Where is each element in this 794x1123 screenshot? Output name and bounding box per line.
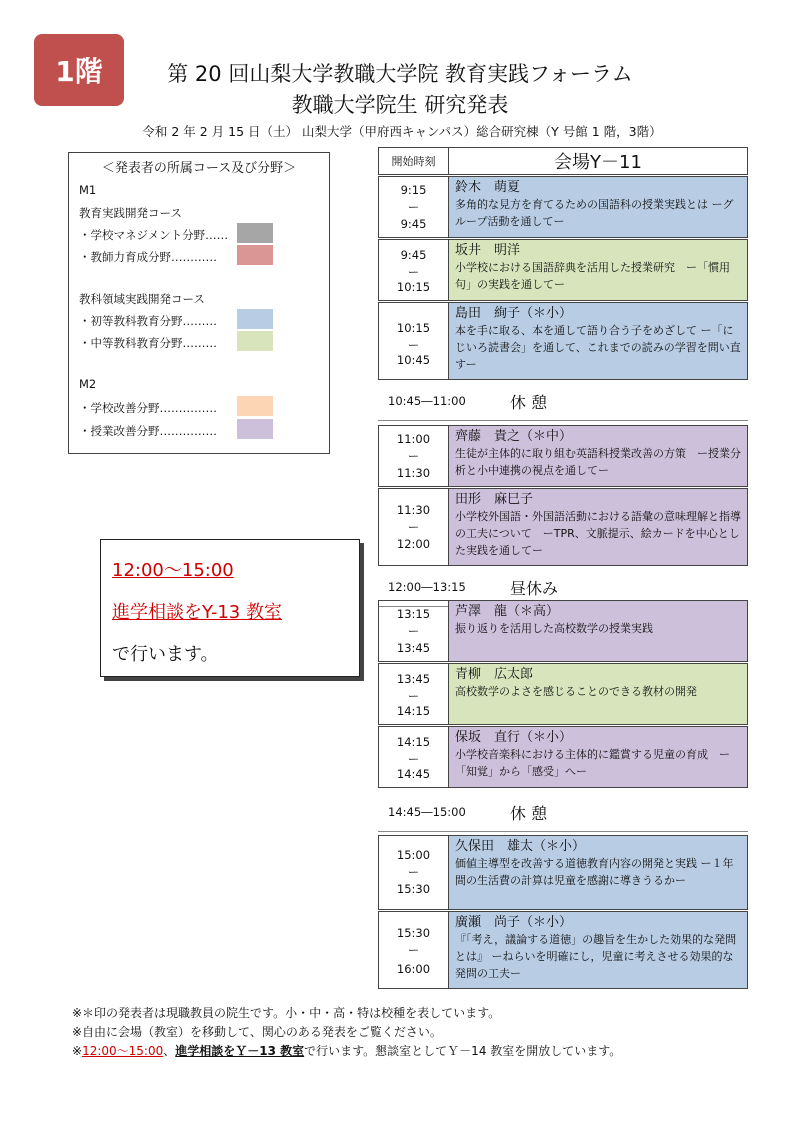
presenter-name: 鈴木 萌夏	[455, 180, 521, 195]
legend-title: ＜発表者の所属コース及び分野＞	[101, 161, 297, 176]
time-dash: ー	[407, 449, 420, 463]
consultation-time: 12:00～15:00	[112, 560, 234, 581]
swatch-teacher	[237, 245, 273, 265]
session-start: 11:30	[396, 503, 431, 517]
session-row	[378, 726, 748, 788]
time-dash: ー	[407, 689, 420, 703]
consultation-box	[100, 539, 360, 677]
break-time: 12:00―13:15	[388, 580, 466, 594]
session-row	[378, 488, 748, 566]
session-end: 10:15	[396, 280, 431, 294]
venue-name: 会場Y－11	[554, 152, 642, 173]
presenter-name: 島田 絢子（＊小）	[455, 306, 573, 321]
session-start: 13:15	[396, 607, 431, 621]
session-row	[378, 600, 748, 662]
presenter-name: 芦澤 龍（＊高）	[455, 604, 560, 619]
session-end: 14:15	[396, 704, 431, 718]
page-title: 第 20 回山梨大学教職大学院 教育実践フォーラム	[167, 62, 633, 86]
session-start: 10:15	[396, 321, 431, 335]
session-start: 9:45	[400, 248, 427, 262]
session-end: 11:30	[396, 466, 431, 480]
presentation-title: 小学校外国語・外国語活動における語彙の意味理解と指導の工夫について ーTPR、文脈提示、絵カードを中心とした実践を通してー	[455, 510, 741, 557]
header-start-time: 開始時刻	[379, 148, 449, 174]
presentation-title: 生徒が主体的に取り組む英語科授業改善の方策 ー授業分析と小中連携の視点を通してー	[455, 447, 741, 477]
footnotes	[72, 1004, 621, 1061]
legend-field-class-improvement: ・授業改善分野……………	[79, 424, 217, 438]
time-dash: ー	[407, 520, 420, 534]
presentation-title: 小学校における国語辞典を活用した授業研究 ー「慣用句」の実践を通してー	[455, 261, 730, 291]
time-dash: ー	[407, 624, 420, 638]
break-row	[378, 792, 748, 832]
session-start: 13:45	[396, 672, 431, 686]
legend-course-1: 教育実践開発コース	[79, 206, 182, 220]
legend-field-school-improvement: ・学校改善分野……………	[79, 401, 217, 415]
consultation-room: 進学相談をY-13 教室	[112, 602, 282, 623]
floor-badge: 1階	[34, 34, 124, 106]
time-dash: ー	[407, 338, 420, 352]
legend-course-2: 教科領域実践開発コース	[79, 292, 205, 306]
page-subtitle: 教職大学院生 研究発表	[291, 93, 509, 117]
session-row	[378, 835, 748, 910]
break-time: 10:45―11:00	[388, 394, 466, 408]
time-dash: ー	[407, 200, 420, 214]
note-3-separator: 、	[163, 1044, 176, 1058]
session-end: 16:00	[396, 962, 431, 976]
legend-field-middle: ・中等教科教育分野………	[79, 336, 217, 350]
break-label: 休 憩	[510, 804, 548, 823]
legend-field-elementary: ・初等教科教育分野………	[79, 314, 217, 328]
session-row	[378, 176, 748, 238]
time-dash: ー	[407, 865, 420, 879]
break-label: 休 憩	[510, 393, 548, 412]
presenter-name: 齊藤 貴之（＊中）	[455, 429, 573, 444]
presentation-title: 価値主導型を改善する道徳教育内容の開発と実践 ー１年間の生活費の計算は児童を感謝に導きうるかー	[455, 857, 734, 887]
presenter-name: 田形 麻巳子	[455, 492, 534, 507]
break-time: 14:45―15:00	[388, 805, 466, 819]
session-start: 15:30	[396, 926, 431, 940]
presentation-title: 多角的な見方を育てるための国語科の授業実践とは ーグループ活動を通してー	[455, 198, 734, 228]
session-row	[378, 911, 748, 989]
note-3-consult: 進学相談をＹ－13 教室	[175, 1044, 305, 1058]
schedule-header	[378, 147, 748, 175]
note-3	[72, 1042, 621, 1061]
presentation-title: 高校数学のよさを感じることのできる教材の開発	[455, 685, 697, 698]
session-start: 11:00	[396, 432, 431, 446]
time-dash: ー	[407, 943, 420, 957]
note-1: ※＊印の発表者は現職教員の院生です。小・中・高・特は校種を表しています。	[72, 1006, 501, 1020]
session-start: 15:00	[396, 848, 431, 862]
presenter-name: 廣瀬 尚子（＊小）	[455, 915, 573, 930]
presentation-title: 本を手に取る、本を通して語り合う子をめざして ー「にじいろ読書会」を通して、これまでの読みの学習を問い直すー	[455, 324, 741, 371]
legend-m2: M2	[79, 377, 97, 391]
presentation-title: 『「考え，議論する道徳」の趣旨を生かした効果的な発問とは』 ーねらいを明確にし，児童に考えさせる効果的な発問の工夫ー	[455, 933, 737, 980]
session-row	[378, 425, 748, 487]
session-row	[378, 302, 748, 380]
presenter-name: 坂井 明洋	[455, 243, 521, 258]
swatch-class-improvement	[237, 419, 273, 439]
time-dash: ー	[407, 265, 420, 279]
presentation-title: 振り返りを活用した高校数学の授業実践	[455, 622, 653, 635]
presenter-name: 久保田 雄太（＊小）	[455, 839, 586, 854]
break-label: 昼休み	[510, 579, 559, 598]
session-end: 13:45	[396, 641, 431, 655]
session-start: 14:15	[396, 735, 431, 749]
session-end: 14:45	[396, 767, 431, 781]
swatch-school-management	[237, 223, 273, 243]
session-end: 15:30	[396, 882, 431, 896]
legend-field-teacher: ・教師力育成分野…………	[79, 250, 217, 264]
presenter-name: 青柳 広太郎	[455, 667, 534, 682]
legend-field-school-management: ・学校マネジメント分野……	[79, 228, 229, 242]
session-row	[378, 663, 748, 725]
swatch-elementary	[237, 309, 273, 329]
presentation-title: 小学校音楽科における主体的に鑑賞する児童の育成 ー「知覚」から「感受」へー	[455, 748, 730, 778]
legend-m1: M1	[79, 183, 97, 197]
session-end: 9:45	[400, 217, 427, 231]
swatch-middle	[237, 331, 273, 351]
swatch-school-improvement	[237, 396, 273, 416]
session-start: 9:15	[400, 183, 427, 197]
note-3-rest: で行います。懇談室としてＹ－14 教室を開放しています。	[304, 1044, 622, 1058]
presenter-name: 保坂 直行（＊小）	[455, 730, 573, 745]
consultation-note: で行います。	[112, 644, 219, 665]
time-dash: ー	[407, 752, 420, 766]
session-end: 12:00	[396, 537, 431, 551]
course-legend	[68, 152, 330, 454]
session-end: 10:45	[396, 353, 431, 367]
event-date-venue: 令和 2 年 2 月 15 日（土） 山梨大学（甲府西キャンパス）総合研究棟（Y 号館 1 階，3階）	[142, 124, 662, 139]
note-3-prefix: ※	[72, 1044, 83, 1058]
note-3-time: 12:00～15:00	[82, 1044, 164, 1058]
break-row	[378, 381, 748, 421]
session-row	[378, 239, 748, 301]
note-2: ※自由に会場（教室）を移動して、関心のある発表をご覧ください。	[72, 1025, 442, 1039]
